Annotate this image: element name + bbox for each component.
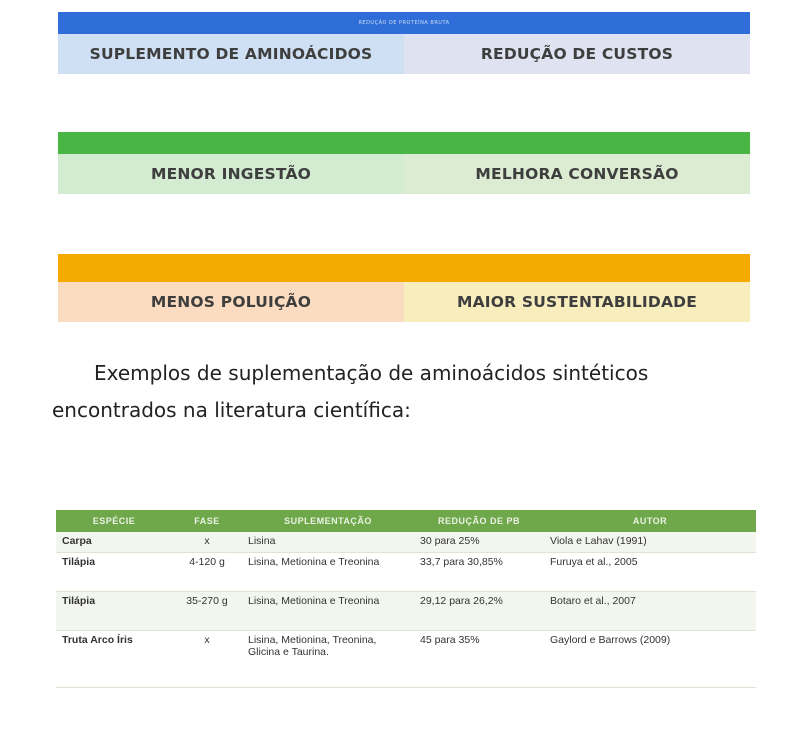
stage-2-band xyxy=(58,132,750,154)
cell-fase: x xyxy=(172,532,242,553)
intro-line-1: Exemplos de suplementação de aminoácidos sintéticos xyxy=(94,361,649,385)
cell-fase: x xyxy=(172,631,242,688)
cell-fase: 4-120 g xyxy=(172,553,242,592)
cell-suplementacao: Lisina, Metionina e Treonina xyxy=(242,553,414,592)
stage-2-right: MELHORA CONVERSÃO xyxy=(404,154,750,194)
cell-suplementacao: Lisina, Metionina, Treonina, Glicina e Taurina. xyxy=(242,631,414,688)
stage-3-left: MENOS POLUIÇÃO xyxy=(58,282,404,322)
cell-autor: Gaylord e Barrows (2009) xyxy=(544,631,756,688)
cell-autor: Viola e Lahav (1991) xyxy=(544,532,756,553)
cell-especie: Truta Arco Íris xyxy=(56,631,172,688)
cell-autor: Botaro et al., 2007 xyxy=(544,592,756,631)
stage-1-right: REDUÇÃO DE CUSTOS xyxy=(404,34,750,74)
stage-2 xyxy=(58,132,750,194)
table-row xyxy=(56,592,756,631)
cell-especie: Tilápia xyxy=(56,592,172,631)
stage-1-band: REDUÇÃO DE PROTEÍNA BRUTA xyxy=(58,12,750,34)
table-row xyxy=(56,532,756,553)
header-fase: FASE xyxy=(172,510,242,532)
table-row xyxy=(56,553,756,592)
stage-3-right: MAIOR SUSTENTABILIDADE xyxy=(404,282,750,322)
cell-suplementacao: Lisina, Metionina e Treonina xyxy=(242,592,414,631)
supplementation-table xyxy=(56,510,756,688)
stage-3-band xyxy=(58,254,750,282)
cell-reducao: 30 para 25% xyxy=(414,532,544,553)
stage-2-row xyxy=(58,154,750,194)
cell-suplementacao: Lisina xyxy=(242,532,414,553)
cell-autor: Furuya et al., 2005 xyxy=(544,553,756,592)
header-especie: ESPÉCIE xyxy=(56,510,172,532)
header-suplementacao: SUPLEMENTAÇÃO xyxy=(242,510,414,532)
stage-2-left: MENOR INGESTÃO xyxy=(58,154,404,194)
header-autor: AUTOR xyxy=(544,510,756,532)
cell-especie: Tilápia xyxy=(56,553,172,592)
cell-reducao: 29,12 para 26,2% xyxy=(414,592,544,631)
table-header-row xyxy=(56,510,756,532)
cell-especie: Carpa xyxy=(56,532,172,553)
cell-reducao: 45 para 35% xyxy=(414,631,544,688)
stage-1-left: SUPLEMENTO DE AMINOÁCIDOS xyxy=(58,34,404,74)
stage-3-row xyxy=(58,282,750,322)
header-reducao-pb: REDUÇÃO DE PB xyxy=(414,510,544,532)
flow-diagram xyxy=(58,12,750,74)
stage-1-row xyxy=(58,34,750,74)
intro-paragraph xyxy=(52,355,752,429)
cell-reducao: 33,7 para 30,85% xyxy=(414,553,544,592)
table-row xyxy=(56,631,756,688)
stage-3 xyxy=(58,254,750,322)
intro-line-2: encontrados na literatura científica: xyxy=(52,398,411,422)
cell-fase: 35-270 g xyxy=(172,592,242,631)
